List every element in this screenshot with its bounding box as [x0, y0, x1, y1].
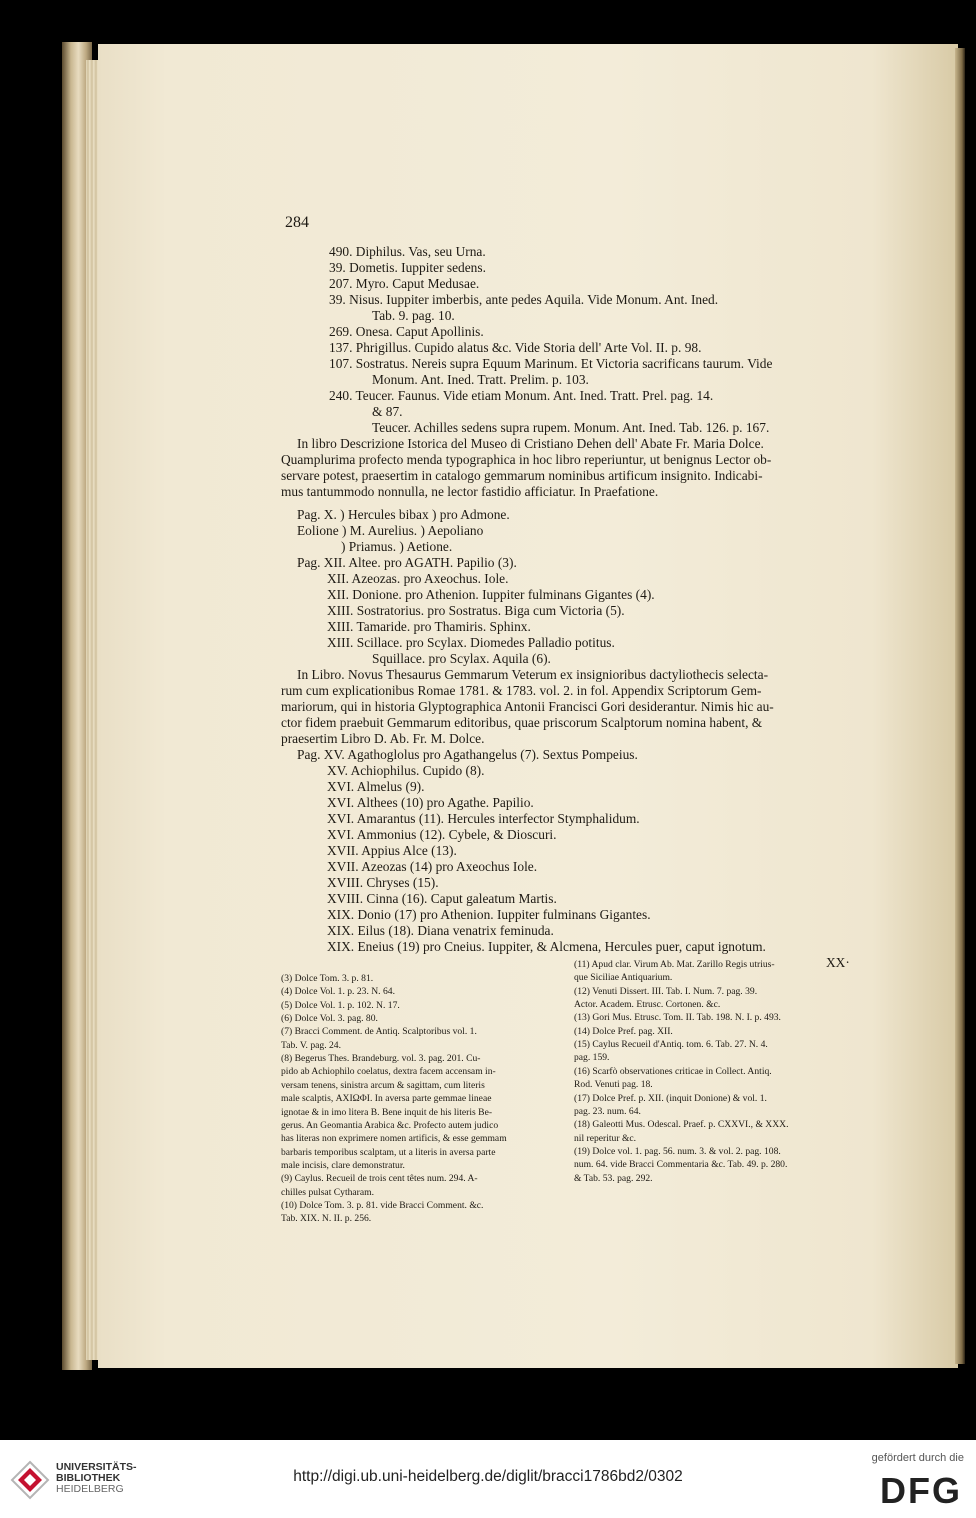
- footnote-line: (17) Dolce Pref. p. XII. (inquit Donione) & vol. 1.: [574, 1092, 767, 1104]
- text-line: XVII. Appius Alce (13).: [327, 843, 457, 858]
- footnote-line: num. 64. vide Bracci Commentaria &c. Tab. 49. p. 280.: [574, 1159, 788, 1171]
- text-line: XII. Donione. pro Athenion. Iuppiter fulminans Gigantes (4).: [327, 587, 655, 602]
- footnote-line: (18) Galeotti Mus. Odescal. Praef. p. CXXVI., & XXX.: [574, 1119, 789, 1131]
- text-line: Tab. 9. pag. 10.: [372, 308, 455, 323]
- footnote-line: Rod. Venuti pag. 18.: [574, 1079, 653, 1091]
- text-line: XVI. Amarantus (11). Hercules interfector Stymphalidum.: [327, 811, 640, 826]
- footnote-line: pag. 23. num. 64.: [574, 1105, 641, 1117]
- footnote-line: (6) Dolce Vol. 3. pag. 80.: [281, 1013, 378, 1025]
- text-line: Pag. X. ) Hercules bibax ) pro Admone.: [297, 507, 510, 522]
- text-line: Quamplurima profecto menda typographica in hoc libro reperiuntur, ut benignus Lector ob-: [281, 452, 772, 467]
- text-line: 137. Phrigillus. Cupido alatus &c. Vide Storia dell' Arte Vol. II. p. 98.: [329, 340, 702, 355]
- footnote-line: barbaris temporibus scalptam, ut a literis in aversa parte: [281, 1146, 496, 1158]
- text-line: ctor fidem praebuit Gemmarum editoribus, quae priscorum Scalptorum nomina habent, &: [281, 715, 763, 730]
- footnote-line: (13) Gori Mus. Etrusc. Tom. II. Tab. 198. N. I. p. 493.: [574, 1012, 781, 1024]
- footnote-line: pag. 159.: [574, 1052, 610, 1064]
- text-line: In libro Descrizione Istorica del Museo di Cristiano Dehen dell' Abate Fr. Maria Dolce.: [297, 436, 764, 451]
- text-line: XIII. Tamaride. pro Thamiris. Sphinx.: [327, 619, 531, 634]
- text-line: rum cum explicationibus Romae 1781. & 1783. vol. 2. in fol. Appendix Scriptorum Gem-: [281, 683, 762, 698]
- text-line: XII. Azeozas. pro Axeochus. Iole.: [327, 571, 509, 586]
- footnote-line: Tab. V. pag. 24.: [281, 1039, 341, 1051]
- footnote-line: (4) Dolce Vol. 1. p. 23. N. 64.: [281, 986, 395, 998]
- text-line: XIX. Eneius (19) pro Cneius. Iuppiter, & Alcmena, Hercules puer, caput ignotum.: [327, 939, 766, 954]
- page-number: 284: [285, 214, 309, 231]
- sponsor-label: gefördert durch die: [871, 1452, 964, 1464]
- footnote-line: que Siciliae Antiquarium.: [574, 972, 673, 984]
- footnote-line: pido ab Achiophilo coelatus, dextra facem accensam in-: [281, 1066, 496, 1078]
- permalink-url[interactable]: http://digi.ub.uni-heidelberg.de/diglit/bracci1786bd2/0302: [293, 1468, 683, 1485]
- library-name: UNIVERSITÄTS- BIBLIOTHEK HEIDELBERG: [56, 1461, 137, 1495]
- footnote-line: gerus. An Geomantia Arabica &c. Profecto autem judico: [281, 1119, 499, 1131]
- text-line: 490. Diphilus. Vas, seu Urna.: [329, 244, 486, 259]
- footnote-line: versam tenens, sinistra arcum & sagittam, cum literis: [281, 1079, 485, 1091]
- footnote-line: has literas non exprimere nomen artificis, & esse gemmam: [281, 1133, 507, 1145]
- footnote-line: nil reperitur &c.: [574, 1132, 637, 1144]
- footnote-line: chilles pulsat Cytharam.: [281, 1186, 374, 1198]
- footnote-line: (19) Dolce vol. 1. pag. 56. num. 3. & vol. 2. pag. 108.: [574, 1145, 781, 1157]
- text-line: XVI. Ammonius (12). Cybele, & Dioscuri.: [327, 827, 557, 842]
- footnote-line: (5) Dolce Vol. 1. p. 102. N. 17.: [281, 999, 400, 1011]
- footnote-line: (15) Caylus Recueil d'Antiq. tom. 6. Tab. 27. N. 4.: [574, 1039, 768, 1051]
- text-line: Pag. XV. Agathoglolus pro Agathangelus (7). Sextus Pompeius.: [297, 747, 638, 762]
- footnote-line: (9) Caylus. Recueil de trois cent têtes num. 294. A-: [281, 1173, 478, 1185]
- text-line: Squillace. pro Scylax. Aquila (6).: [372, 651, 551, 666]
- catchword: XX·: [826, 955, 850, 970]
- text-line: XVIII. Cinna (16). Caput galeatum Martis.: [327, 891, 557, 906]
- text-line: praesertim Libro D. Ab. Fr. M. Dolce.: [281, 731, 485, 746]
- text-line: XIII. Scillace. pro Scylax. Diomedes Palladio potitus.: [327, 635, 615, 650]
- text-line: XIII. Sostratorius. pro Sostratus. Biga cum Victoria (5).: [327, 603, 625, 618]
- text-line: XVIII. Chryses (15).: [327, 875, 439, 890]
- footnote-line: (11) Apud clar. Virum Ab. Mat. Zarillo Regis utrius-: [574, 959, 775, 970]
- text-line: & 87.: [372, 404, 403, 419]
- text-line: mus tantummodo nonnulla, ne lector fastidio afficiatur. In Praefatione.: [281, 484, 659, 499]
- footnote-line: ignotae & in imo litera B. Bene inquit de his literis Be-: [281, 1106, 493, 1118]
- footnote-line: Tab. XIX. N. II. p. 256.: [281, 1213, 372, 1225]
- text-line: XV. Achiophilus. Cupido (8).: [327, 763, 485, 778]
- footnote-line: (16) Scarfò observationes criticae in Collect. Antiq.: [574, 1065, 772, 1077]
- dfg-logo: DFG: [880, 1470, 962, 1511]
- text-line: Monum. Ant. Ined. Tratt. Prelim. p. 103.: [372, 372, 589, 387]
- text-line: 207. Myro. Caput Medusae.: [329, 276, 480, 291]
- footnote-line: & Tab. 53. pag. 292.: [574, 1172, 653, 1184]
- text-line: Teucer. Achilles sedens supra rupem. Monum. Ant. Ined. Tab. 126. p. 167.: [372, 420, 770, 435]
- footnote-line: (3) Dolce Tom. 3. p. 81.: [281, 973, 374, 984]
- page-gutter: [955, 48, 965, 1364]
- footnote-line: (14) Dolce Pref. pag. XII.: [574, 1025, 673, 1037]
- footnote-line: (8) Begerus Thes. Brandeburg. vol. 3. pag. 201. Cu-: [281, 1053, 481, 1065]
- footnote-line: Actor. Academ. Etrusc. Cortonen. &c.: [574, 999, 721, 1011]
- text-line: ) Priamus. ) Aetione.: [341, 539, 453, 554]
- text-line: In Libro. Novus Thesaurus Gemmarum Veterum ex insignioribus dactyliothecis selecta-: [297, 667, 769, 682]
- footnote-line: male incisis, clare demonstratur.: [281, 1159, 405, 1171]
- text-line: XVII. Azeozas (14) pro Axeochus Iole.: [327, 859, 538, 874]
- text-line: XIX. Eilus (18). Diana venatrix feminuda.: [327, 923, 554, 938]
- text-line: XVI. Almelus (9).: [327, 779, 425, 794]
- text-line: Pag. XII. Altee. pro AGATH. Papilio (3).: [297, 555, 517, 570]
- footnote-line: male scalptis, ΑΧΙΩΦΙ. In aversa parte gemmae lineae: [281, 1093, 492, 1105]
- text-line: XIX. Donio (17) pro Athenion. Iuppiter fulminans Gigantes.: [327, 907, 651, 922]
- footnote-line: (7) Bracci Comment. de Antiq. Scalptoribus vol. 1.: [281, 1026, 477, 1038]
- text-line: 240. Teucer. Faunus. Vide etiam Monum. Ant. Ined. Tratt. Prel. pag. 14.: [329, 388, 714, 403]
- text-line: 107. Sostratus. Nereis supra Equum Marinum. Et Victoria sacrificans taurum. Vide: [329, 356, 773, 371]
- text-line: Eolione ) M. Aurelius. ) Aepoliano: [297, 523, 484, 538]
- text-line: 269. Onesa. Caput Apollinis.: [329, 324, 484, 339]
- text-line: mariorum, qui in historia Glyptographica Antonii Francisci Gori desiderantur. Nimis hic au-: [281, 699, 774, 714]
- text-line: servare potest, praesertim in catalogo gemmarum nominibus artificum insignito. Indicabi-: [281, 468, 763, 483]
- footnote-line: (12) Venuti Dissert. III. Tab. I. Num. 7. pag. 39.: [574, 985, 758, 997]
- text-line: 39. Dometis. Iuppiter sedens.: [329, 260, 486, 275]
- text-line: 39. Nisus. Iuppiter imberbis, ante pedes Aquila. Vide Monum. Ant. Ined.: [329, 292, 719, 307]
- footnote-line: (10) Dolce Tom. 3. p. 81. vide Bracci Comment. &c.: [281, 1199, 484, 1211]
- text-line: XVI. Althees (10) pro Agathe. Papilio.: [327, 795, 534, 810]
